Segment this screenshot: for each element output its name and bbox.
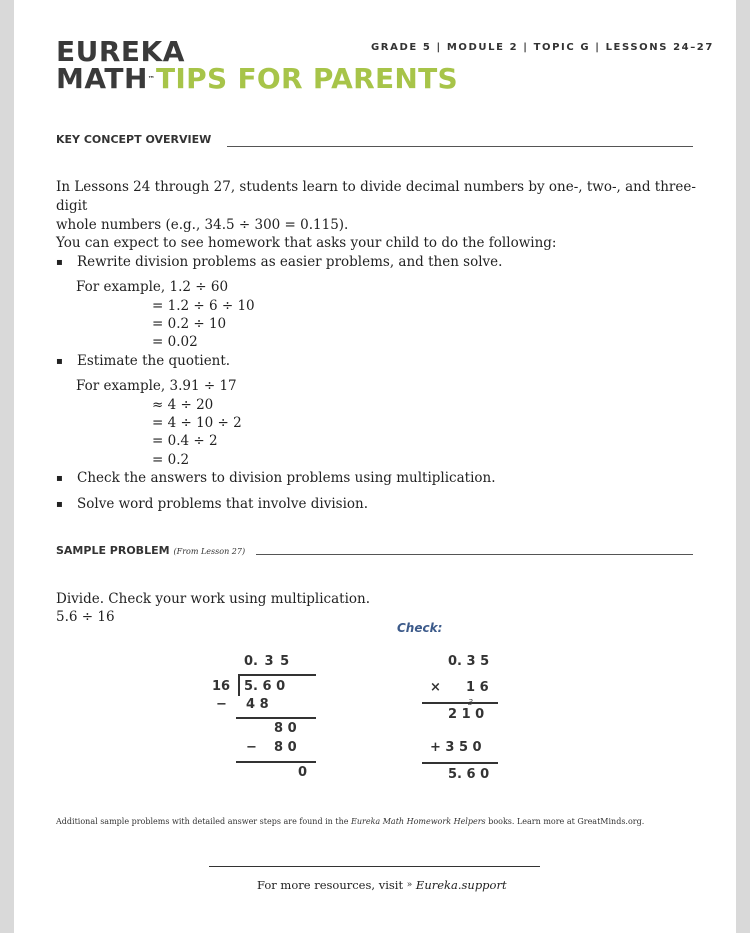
example-2-step: = 0.2 xyxy=(152,452,190,468)
example-2-step: = 4 ÷ 10 ÷ 2 xyxy=(152,415,242,431)
note-suffix: books. Learn more at GreatMinds.org. xyxy=(485,817,645,826)
minus-sign: − xyxy=(246,740,257,755)
division-bracket xyxy=(238,674,240,696)
example-1-step: = 1.2 ÷ 6 ÷ 10 xyxy=(152,298,255,314)
note-book-title: Eureka Math Homework Helpers xyxy=(351,817,486,826)
multiplication-line xyxy=(422,702,498,704)
logo-math xyxy=(56,64,155,94)
note-prefix: Additional sample problems with detailed answer steps are found in the xyxy=(56,817,352,826)
check-product: 5. 6 0 xyxy=(448,767,490,782)
heading-rule xyxy=(227,146,693,147)
sample-instruction: Divide. Check your work using multiplication. xyxy=(56,591,371,607)
sample-problem-title: SAMPLE PROBLEM xyxy=(56,544,170,557)
division-quotient: 0. 3 5 xyxy=(244,654,290,669)
check-multiplier: 1 6 xyxy=(466,680,489,695)
division-subtrahend-1: 4 8 xyxy=(246,697,269,712)
eureka-support-link[interactable]: Eureka.support xyxy=(415,878,507,892)
check-top-factor: 0. 3 5 xyxy=(448,654,490,669)
minus-sign: − xyxy=(216,697,227,712)
times-sign: × xyxy=(430,680,441,695)
example-2-step: = 0.4 ÷ 2 xyxy=(152,433,218,449)
intro-line-1: In Lessons 24 through 27, students learn to divide decimal numbers by one-, two-, and three-digit xyxy=(56,179,696,214)
example-1-step: = 0.02 xyxy=(152,334,198,350)
division-line xyxy=(236,761,316,763)
sample-problem-source: (From Lesson 27) xyxy=(173,547,246,556)
sample-problem-expression: 5.6 ÷ 16 xyxy=(56,609,115,625)
example-1-step: = 0.2 ÷ 10 xyxy=(152,316,227,332)
division-divisor: 16 xyxy=(212,679,231,694)
check-label: Check: xyxy=(397,621,443,635)
footer-arrows-icon: » xyxy=(406,880,413,890)
logo-math-text: MATH xyxy=(56,62,148,95)
example-2-step: ≈ 4 ÷ 20 xyxy=(152,397,214,413)
example-2-label: For example, 3.91 ÷ 17 xyxy=(76,378,237,394)
bullet-marker: ▪ xyxy=(56,356,63,367)
division-dividend: 5. 6 0 xyxy=(244,679,286,694)
division-remainder-1: 8 0 xyxy=(274,721,297,736)
intro-line-2: whole numbers (e.g., 34.5 ÷ 300 = 0.115). xyxy=(56,217,349,233)
additional-resources-note xyxy=(56,817,644,826)
example-1-label: For example, 1.2 ÷ 60 xyxy=(76,279,229,295)
bullet-word-problems-text: Solve word problems that involve division. xyxy=(77,496,369,512)
bullet-marker: ▪ xyxy=(56,499,63,510)
sample-problem-heading xyxy=(56,544,245,557)
division-line xyxy=(236,717,316,719)
bullet-marker: ▪ xyxy=(56,473,63,484)
key-concept-heading: KEY CONCEPT OVERVIEW xyxy=(56,133,212,146)
bullet-estimate-text: Estimate the quotient. xyxy=(77,353,231,369)
bullet-marker: ▪ xyxy=(56,257,63,268)
grade-module-info: GRADE 5 | MODULE 2 | TOPIC G | LESSONS 24–27 xyxy=(371,42,714,53)
heading-rule xyxy=(256,554,693,555)
intro-paragraph xyxy=(56,178,706,235)
expect-text: You can expect to see homework that asks your child to do the following: xyxy=(56,235,557,251)
multiplication-line xyxy=(422,762,498,764)
page xyxy=(14,0,736,933)
check-partial-product-2: + 3 5 0 xyxy=(430,740,482,755)
bullet-word-problems xyxy=(56,495,369,514)
division-remainder-2: 0 xyxy=(298,765,308,780)
bullet-estimate xyxy=(56,352,231,371)
division-bar xyxy=(238,674,316,676)
tips-for-parents-title: TIPS FOR PARENTS xyxy=(156,62,458,95)
check-partial-product-1: 2 1 0 xyxy=(448,707,485,722)
bullet-rewrite-text: Rewrite division problems as easier problems, and then solve. xyxy=(77,254,503,270)
bullet-check-text: Check the answers to division problems using multiplication. xyxy=(77,470,496,486)
trademark: ™ xyxy=(147,75,156,83)
footer-prefix: For more resources, visit xyxy=(257,878,407,892)
logo-eureka: EUREKA xyxy=(56,35,185,68)
footer-text xyxy=(257,878,507,892)
footer-rule xyxy=(209,866,540,867)
carry-digit: 3 xyxy=(468,698,474,707)
bullet-rewrite xyxy=(56,253,503,272)
division-subtrahend-2: 8 0 xyxy=(274,740,297,755)
bullet-check xyxy=(56,469,496,488)
